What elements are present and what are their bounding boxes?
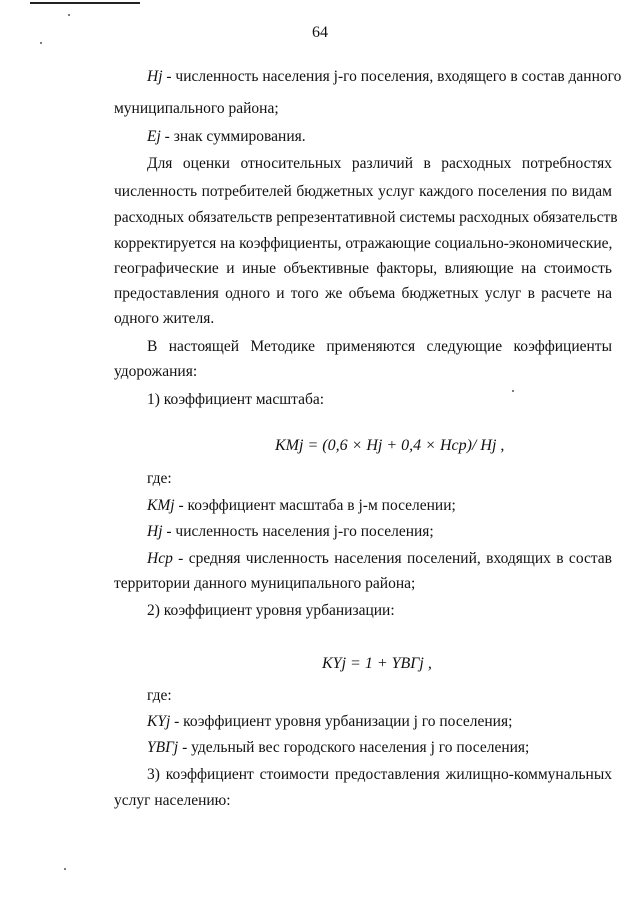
- scan-speck: [512, 390, 514, 392]
- definition-text: - удельный вес городского населения j го поселения;: [178, 739, 530, 756]
- scan-speck: [68, 14, 70, 16]
- definition-kmj: [147, 497, 456, 515]
- paragraph-line: Для оценки относительных различий в расходных потребностях: [147, 155, 612, 172]
- list-item-scale: 1) коэффициент масштаба:: [147, 391, 325, 408]
- definition-hj: [147, 523, 434, 541]
- scan-speck: [40, 42, 42, 44]
- paragraph-line: численность потребителей бюджетных услуг каждого поселения по видам: [114, 183, 612, 200]
- definition-text: - средняя численность населения поселений, входящих в состав: [172, 550, 612, 567]
- symbol-hcp: Hcp: [147, 550, 173, 567]
- definition-text: - знак суммирования.: [160, 128, 306, 145]
- definition-ej: [147, 128, 306, 146]
- paragraph-line: одного жителя.: [114, 310, 215, 327]
- symbol-ej: Ej: [147, 128, 161, 145]
- definition-hcp: [147, 550, 612, 568]
- definition-text: - коэффициент уровня урбанизации j го поселения;: [170, 713, 513, 730]
- paragraph-line: географические и иные объективные факторы, влияющие на стоимость: [114, 260, 612, 277]
- symbol-hj: Hj: [147, 68, 163, 85]
- list-item-housing: 3) коэффициент стоимости предоставления жилищно-коммунальных: [147, 766, 612, 783]
- definition-text: - численность населения j-го поселения;: [162, 523, 434, 540]
- page-number: 64: [312, 24, 328, 41]
- symbol-hj: Hj: [147, 523, 163, 540]
- paragraph-line: предоставления одного и того же объема бюджетных услуг в расчете на: [114, 285, 612, 302]
- top-rule: [30, 2, 140, 4]
- definition-text: - численность населения j-го поселения, входящего в состав данного: [162, 68, 622, 85]
- formula-urbanization-coefficient: KYj = 1 + YBГj ,: [322, 655, 432, 672]
- scan-speck: [64, 868, 66, 870]
- definition-hj: [147, 68, 621, 86]
- paragraph-line: В настоящей Методике применяются следующие коэффициенты: [147, 338, 612, 355]
- definition-continuation: муниципального района;: [114, 100, 279, 117]
- definition-text: - коэффициент масштаба в j-м поселении;: [174, 497, 456, 514]
- paragraph-line: корректируется на коэффициенты, отражающие социально-экономические,: [114, 235, 613, 252]
- definition-continuation: территории данного муниципального района;: [114, 575, 416, 592]
- paragraph-line: удорожания:: [114, 363, 198, 380]
- list-item-housing-cont: услуг населению:: [114, 792, 231, 809]
- list-item-urbanization: 2) коэффициент уровня урбанизации:: [147, 602, 395, 619]
- definition-yvgj: [147, 739, 529, 757]
- where-label: где:: [147, 470, 172, 487]
- formula-scale-coefficient: KMj = (0,6 × Hj + 0,4 × Hcp)/ Hj ,: [275, 437, 505, 454]
- definition-kyj: [147, 713, 512, 731]
- where-label: где:: [147, 687, 172, 704]
- symbol-yvgj: YBГj: [147, 739, 179, 756]
- symbol-kyj: KYj: [147, 713, 171, 730]
- paragraph-line: расходных обязательств репрезентативной системы расходных обязательств: [114, 209, 618, 226]
- symbol-kmj: KMj: [147, 497, 175, 514]
